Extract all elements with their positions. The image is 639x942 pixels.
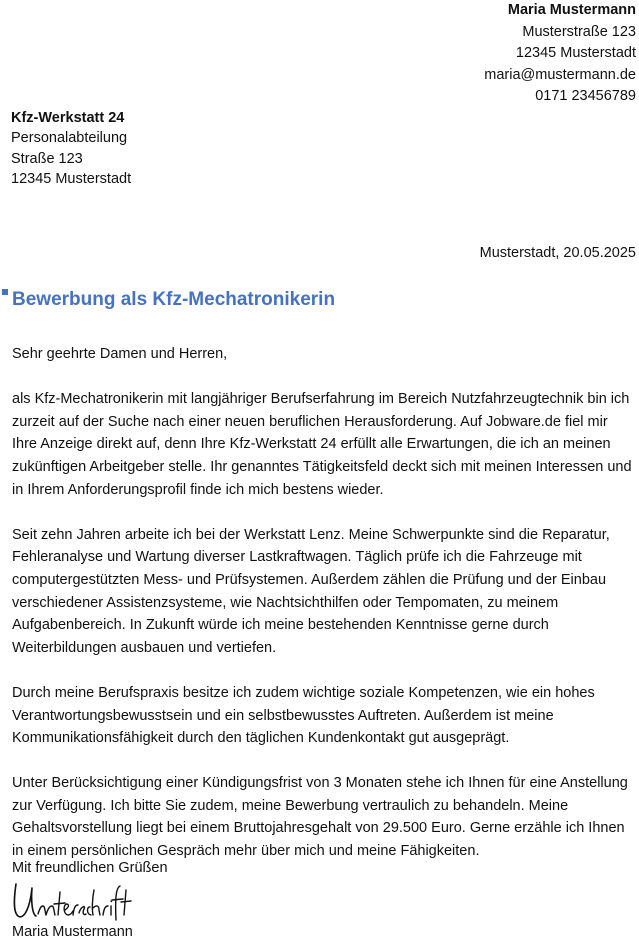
letter-subject: Bewerbung als Kfz-Mechatronikerin xyxy=(12,289,336,310)
body-paragraph: Unter Berücksichtigung einer Kündigungsfrist von 3 Monaten stehe ich Ihnen für eine Anstellung zur Verfügung. Ich bitte Sie zudem, meine Bewerbung vertraulich zu behandeln. Meine Gehaltsvorstellung liegt bei einem Bruttojahresgehalt von 29.500 Euro. Gerne erzähle ich Ihnen in einem persönlichen Gespräch mehr über mich und meine Fähigkeiten. xyxy=(12,775,628,860)
salutation: Sehr geehrte Damen und Herren, xyxy=(12,346,228,362)
sender-street: Musterstraße 123 xyxy=(522,23,636,40)
handwritten-signature xyxy=(10,878,134,922)
recipient-department: Personalabteilung xyxy=(11,130,128,147)
body-paragraph: Durch meine Berufspraxis besitze ich zudem wichtige soziale Kompetenzen, wie ein hohes Verantwortungsbewusstsein und ein selbstbewusstes Auftreten. Außerdem ist meine Kommunikationsfähigkeit durch den täglichen Kundenkontakt gut ausgeprägt. xyxy=(12,684,595,747)
letter-body xyxy=(12,343,632,885)
signer-name: Maria Mustermann xyxy=(12,924,133,940)
letter-date: Musterstadt, 20.05.2025 xyxy=(479,245,636,261)
sender-phone: 0171 23456789 xyxy=(535,88,636,105)
recipient-city: 12345 Musterstadt xyxy=(11,171,132,188)
sender-city: 12345 Musterstadt xyxy=(515,45,636,62)
body-paragraph: als Kfz-Mechatronikerin mit langjähriger Berufserfahrung im Bereich Nutzfahrzeugtechnik bin ich zurzeit auf der Suche nach einer neuen beruflichen Herausforderung. Auf Jobware.de fiel mir Ihre Anzeige direkt auf, denn Ihre Kfz-Werkstatt 24 erfüllt alle Erwartungen, die ich an meinen zukünftigen Arbeitgeber stelle. Ihr genanntes Tätigkeitsfeld deckt sich mit meinen Interessen und in Ihrem Anforderungsprofil finde ich mich bestens wieder. xyxy=(12,391,632,498)
recipient-company: Kfz-Werkstatt 24 xyxy=(11,110,125,126)
subject-marker xyxy=(2,289,8,295)
sender-name: Maria Mustermann xyxy=(507,2,636,18)
sender-address-block xyxy=(484,0,636,108)
closing-formula: Mit freundlichen Grüßen xyxy=(12,860,168,876)
sender-email: maria@mustermann.de xyxy=(484,66,636,83)
body-paragraph: Seit zehn Jahren arbeite ich bei der Werkstatt Lenz. Meine Schwerpunkte sind die Reparatur, Fehleranalyse und Wartung diverser Lastkraftwagen. Täglich prüfe ich die Fahrzeuge mit computergestützten Mess- und Prüfsystemen. Außerdem zählen die Prüfung und der Einbau verschiedener Assistenzsysteme, wie Nachtsichthilfen oder Tempomaten, zu meinem Aufgabenbereich. In Zukunft würde ich meine bestehenden Kenntnisse gerne durch Weiterbildungen ausbauen und vertiefen. xyxy=(12,526,610,656)
recipient-street: Straße 123 xyxy=(11,150,83,167)
recipient-address-block xyxy=(11,108,131,190)
